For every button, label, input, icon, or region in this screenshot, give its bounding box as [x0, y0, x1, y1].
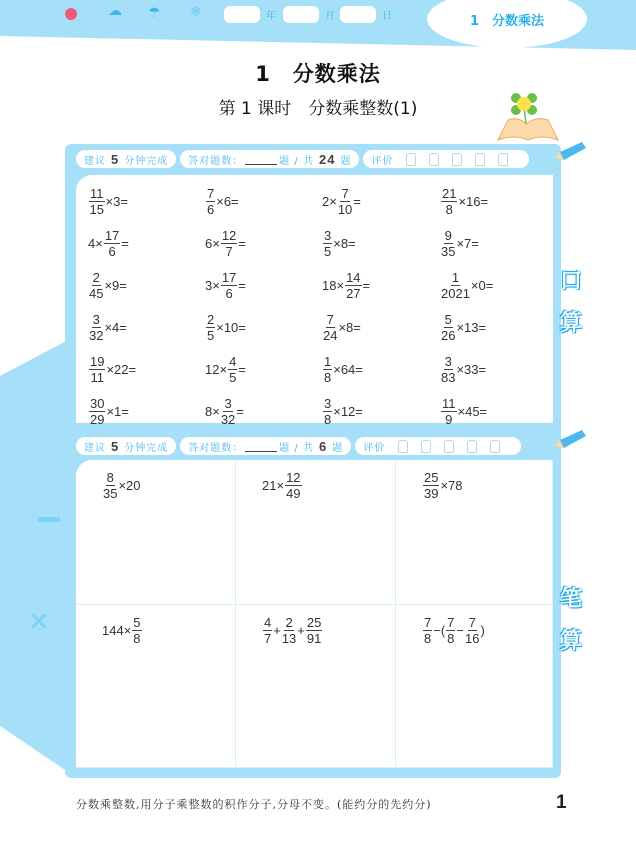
day-label: 日 [382, 11, 392, 22]
numerator: 7 [424, 615, 432, 630]
numerator: 12 [286, 470, 301, 485]
operator-text: ×0= [470, 277, 494, 293]
fraction [345, 270, 361, 301]
denominator: 7 [264, 631, 272, 646]
suggest-prefix: 建议 [84, 155, 106, 167]
correct-mid: 题 / 共 [279, 442, 314, 454]
thumbs-up-icon[interactable] [475, 153, 485, 166]
pencil-icon [550, 428, 588, 450]
thumbs-up-icon[interactable] [406, 153, 416, 166]
operator-text: ×7= [456, 235, 479, 251]
rating-pill [363, 150, 529, 168]
operator-text: 4× [88, 235, 103, 251]
numerator: 2 [207, 311, 215, 327]
rating-label: 评价 [363, 442, 386, 454]
month-label: 月 [325, 11, 335, 22]
fraction [282, 615, 296, 646]
fraction [323, 396, 332, 427]
thumbs-up-icon[interactable] [429, 153, 439, 166]
denominator: 8 [447, 631, 455, 646]
denominator: 5 [207, 327, 215, 343]
work-cell[interactable] [396, 605, 553, 768]
operator-text: −( [433, 623, 446, 638]
total-count: 6 [318, 438, 328, 454]
math-expression [205, 348, 322, 390]
denominator: 10 [337, 201, 353, 217]
day-input[interactable] [340, 6, 376, 23]
math-expression [262, 470, 303, 501]
side-label-suan2: 算 [560, 629, 583, 654]
fraction [323, 312, 337, 343]
fraction [423, 470, 439, 501]
operator-text: ×20 [118, 478, 141, 493]
math-expression [322, 390, 440, 432]
thumbs-up-icon[interactable] [490, 440, 500, 453]
suggest-suffix: 分钟完成 [124, 155, 169, 167]
fraction [104, 228, 120, 259]
math-expression [205, 222, 322, 264]
operator-text: 21× [262, 478, 285, 493]
month-input[interactable] [283, 6, 319, 23]
fraction [323, 228, 332, 259]
math-expression [88, 264, 205, 306]
denominator: 16 [464, 631, 480, 646]
fraction [446, 615, 455, 646]
math-expression [322, 306, 440, 348]
total-suffix: 题 [332, 442, 344, 454]
fraction [338, 186, 352, 217]
fraction [206, 186, 215, 217]
math-expression [322, 348, 440, 390]
numerator: 7 [326, 311, 334, 327]
pencil-icon [550, 140, 588, 162]
numerator: 8 [106, 470, 114, 485]
operator-text: = [238, 277, 246, 293]
denominator: 7 [225, 243, 233, 259]
thumbs-up-icon[interactable] [444, 440, 454, 453]
operator-text: = [362, 277, 371, 293]
operator-text: ×4= [104, 319, 127, 335]
operator-text: 3× [205, 277, 220, 293]
fraction [89, 396, 105, 427]
operator-text: 144× [102, 623, 132, 638]
denominator: 5 [324, 243, 332, 259]
operator-text: ×8= [338, 319, 361, 335]
numerator: 17 [221, 269, 237, 285]
correct-count-blank[interactable] [245, 154, 277, 165]
numerator: 21 [442, 185, 457, 201]
score-pill [180, 150, 359, 168]
math-expression [88, 306, 205, 348]
numerator: 2 [92, 269, 100, 285]
numerator: 30 [90, 395, 105, 411]
denominator: 24 [323, 327, 338, 343]
math-expression [88, 180, 205, 222]
suggest-time-pill [76, 150, 176, 168]
fraction [263, 615, 272, 646]
numerator: 3 [324, 395, 332, 411]
side-label-bi: 笔 [560, 587, 583, 612]
suggest-minutes: 5 [111, 151, 120, 167]
math-expression [205, 306, 322, 348]
score-pill [180, 437, 351, 455]
numerator: 4 [229, 353, 237, 369]
numerator: 3 [92, 311, 100, 327]
chapter-tag: 1 分数乘法 [469, 14, 545, 29]
math-expression [102, 615, 143, 646]
math-expression [422, 615, 485, 646]
operator-text: ) [480, 623, 485, 638]
page-title: 1 分数乘法 [255, 62, 381, 86]
denominator: 26 [441, 327, 456, 343]
fraction [323, 354, 332, 385]
math-expression [88, 222, 205, 264]
operator-text: ×3= [105, 193, 128, 209]
math-expression [205, 390, 322, 432]
denominator: 8 [324, 411, 332, 427]
section1-infobar [76, 149, 529, 169]
numerator: 14 [346, 269, 361, 285]
operator-text: 6× [205, 235, 220, 251]
math-expression [88, 348, 205, 390]
correct-prefix: 答对题数： [188, 155, 244, 167]
math-expression [322, 264, 440, 306]
fraction [221, 396, 235, 427]
year-label: 年 [266, 11, 276, 22]
math-expression [102, 470, 141, 501]
denominator: 32 [89, 327, 104, 343]
numerator: 3 [444, 353, 452, 369]
side-label-kou: 口 [560, 269, 583, 294]
denominator: 11 [90, 369, 104, 385]
denominator: 6 [225, 285, 233, 301]
fraction [441, 396, 457, 427]
suggest-minutes: 5 [111, 438, 120, 454]
lesson-subtitle: 第 1 课时 分数乘整数(1) [218, 99, 418, 119]
fraction [206, 312, 215, 343]
work-cell[interactable] [396, 460, 553, 605]
numerator: 1 [324, 353, 332, 369]
denominator: 15 [89, 201, 104, 217]
denominator: 2021 [441, 285, 470, 301]
fraction [89, 354, 105, 385]
operator-text: 18× [322, 277, 345, 293]
numerator: 25 [306, 615, 322, 630]
math-expression [88, 390, 205, 432]
page-number: 1 [556, 792, 567, 813]
fraction [103, 470, 117, 501]
thumbs-up-icon[interactable] [421, 440, 431, 453]
section2-infobar [76, 436, 521, 456]
denominator: 32 [220, 411, 236, 427]
written-calc-grid [76, 460, 553, 768]
numerator: 3 [224, 395, 232, 411]
denominator: 35 [103, 486, 118, 501]
operator-text: 12× [205, 361, 228, 377]
total-suffix: 题 [340, 155, 352, 167]
operator-text: ×12= [333, 403, 363, 419]
thumbs-up-icon[interactable] [467, 440, 477, 453]
denominator: 45 [89, 285, 104, 301]
denominator: 83 [441, 369, 456, 385]
rating-pill [355, 437, 521, 455]
operator-text: ×8= [333, 235, 356, 251]
correct-mid: 题 / 共 [279, 155, 314, 167]
numerator: 25 [424, 470, 439, 485]
fraction [423, 615, 432, 646]
numerator: 4 [264, 615, 272, 630]
operator-text: ×33= [456, 361, 487, 377]
operator-text: = [353, 193, 361, 209]
year-input[interactable] [224, 6, 260, 23]
snowflake-icon: ❄ [190, 4, 202, 20]
numerator: 5 [444, 311, 452, 327]
math-expression [440, 348, 548, 390]
numerator: 19 [90, 353, 105, 369]
operator-text: ×22= [106, 361, 137, 377]
numerator: 17 [104, 227, 120, 243]
operator-text: ×6= [216, 193, 239, 209]
operator-text: 8× [205, 403, 220, 419]
operator-text: = [238, 361, 246, 377]
fraction [221, 270, 237, 301]
side-label-suan: 算 [560, 311, 583, 336]
math-expression [322, 180, 440, 222]
numerator: 7 [468, 615, 476, 630]
denominator: 39 [424, 486, 439, 501]
fraction [285, 470, 301, 501]
operator-text: + [273, 623, 281, 638]
numerator: 1 [451, 269, 460, 285]
denominator: 35 [441, 243, 456, 259]
thumbs-up-icon[interactable] [452, 153, 462, 166]
denominator: 49 [286, 486, 301, 501]
math-expression [440, 180, 548, 222]
denominator: 13 [281, 631, 297, 646]
suggest-prefix: 建议 [84, 442, 106, 454]
rain-cloud-icon: ☂ [148, 5, 161, 21]
rating-label: 评价 [371, 155, 394, 167]
sun-cloud-icon: ☁ [108, 3, 122, 19]
denominator: 5 [229, 369, 237, 385]
math-expression [440, 222, 548, 264]
thumbs-up-icon[interactable] [398, 440, 408, 453]
math-expression [322, 222, 440, 264]
numerator: 3 [324, 227, 332, 243]
math-expression [440, 264, 548, 306]
book-flower-icon [494, 90, 566, 144]
fraction [441, 228, 455, 259]
numerator: 7 [341, 185, 349, 201]
fraction [441, 186, 457, 217]
fraction [441, 270, 470, 301]
operator-text: + [297, 623, 305, 638]
fraction [441, 354, 455, 385]
total-count: 24 [318, 151, 336, 167]
correct-prefix: 答对题数： [188, 442, 244, 454]
operator-text: ×10= [216, 319, 246, 335]
math-expression [262, 615, 323, 646]
denominator: 8 [133, 631, 141, 646]
operator-text: − [456, 623, 464, 638]
operator-text: ×1= [106, 403, 129, 419]
math-expression [205, 264, 322, 306]
fraction [228, 354, 237, 385]
operator-text: = [236, 403, 244, 419]
fraction [89, 186, 105, 217]
numerator: 7 [207, 185, 215, 201]
work-cell[interactable] [236, 605, 396, 768]
numerator: 11 [442, 395, 456, 411]
numerator: 5 [133, 615, 141, 630]
fraction [89, 270, 103, 301]
minus-icon [38, 517, 60, 522]
operator-text: ×64= [333, 361, 363, 377]
operator-text: 2× [322, 193, 337, 209]
thumbs-up-icon[interactable] [498, 153, 508, 166]
operator-text: ×45= [457, 403, 488, 419]
math-expression [205, 180, 322, 222]
denominator: 29 [90, 411, 105, 427]
denominator: 6 [207, 201, 215, 217]
oral-calc-grid [88, 180, 548, 432]
suggest-time-pill [76, 437, 176, 455]
fraction [132, 615, 141, 646]
correct-count-blank[interactable] [245, 441, 277, 452]
operator-text: ×9= [104, 277, 127, 293]
fraction [89, 312, 103, 343]
denominator: 8 [324, 369, 332, 385]
numerator: 12 [221, 227, 237, 243]
fraction [306, 615, 322, 646]
math-expression [440, 390, 548, 432]
rule-note: 分数乘整数,用分子乘整数的积作分子,分母不变。(能约分的先约分) [76, 798, 432, 811]
fraction [465, 615, 479, 646]
work-cell[interactable] [76, 460, 236, 605]
operator-text: = [121, 235, 129, 251]
numerator: 2 [285, 615, 293, 630]
operator-text: ×16= [458, 193, 489, 209]
numerator: 9 [444, 227, 452, 243]
times-icon: × [28, 606, 50, 636]
operator-text: = [238, 235, 246, 251]
denominator: 27 [346, 285, 361, 301]
math-expression [440, 306, 548, 348]
work-cell[interactable] [236, 460, 396, 605]
denominator: 8 [424, 631, 432, 646]
work-cell[interactable] [76, 605, 236, 768]
numerator: 7 [447, 615, 455, 630]
suggest-suffix: 分钟完成 [124, 442, 169, 454]
fraction [441, 312, 455, 343]
math-expression [422, 470, 463, 501]
denominator: 6 [108, 243, 116, 259]
fraction [221, 228, 237, 259]
denominator: 91 [306, 631, 322, 646]
numerator: 11 [90, 185, 104, 201]
operator-text: ×13= [456, 319, 487, 335]
denominator: 9 [445, 411, 453, 427]
operator-text: ×78 [440, 478, 463, 493]
denominator: 8 [445, 201, 453, 217]
